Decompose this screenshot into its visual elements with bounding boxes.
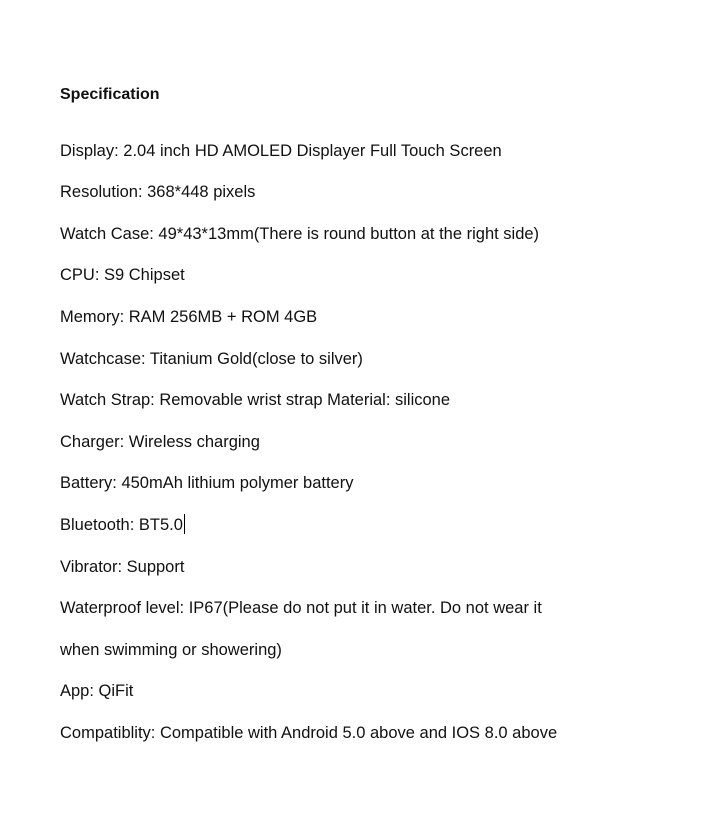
spec-line-watch-case: Watch Case: 49*43*13mm(There is round button at the right side): [60, 225, 540, 243]
spec-line-battery: Battery: 450mAh lithium polymer battery: [60, 474, 354, 492]
spec-line-bluetooth: Bluetooth: BT5.0: [60, 516, 183, 534]
spec-line-bluetooth-wrap[interactable]: [60, 514, 185, 536]
spec-line-charger: Charger: Wireless charging: [60, 433, 260, 451]
spec-line-watchcase: Watchcase: Titanium Gold(close to silver): [60, 350, 363, 368]
text-cursor: [184, 514, 186, 534]
spec-line-waterproof-cont: when swimming or showering): [60, 641, 282, 659]
page-title: Specification: [60, 86, 160, 103]
spec-line-display: Display: 2.04 inch HD AMOLED Displayer Full Touch Screen: [60, 142, 502, 160]
spec-line-app: App: QiFit: [60, 682, 134, 700]
spec-line-compatibility: Compatiblity: Compatible with Android 5.0 above and IOS 8.0 above: [60, 724, 558, 742]
spec-line-watch-strap: Watch Strap: Removable wrist strap Material: silicone: [60, 391, 451, 409]
spec-line-vibrator: Vibrator: Support: [60, 558, 185, 576]
spec-line-cpu: CPU: S9 Chipset: [60, 266, 185, 284]
spec-line-waterproof: Waterproof level: IP67(Please do not put it in water. Do not wear it: [60, 599, 542, 617]
spec-line-resolution: Resolution: 368*448 pixels: [60, 183, 256, 201]
spec-line-memory: Memory: RAM 256MB + ROM 4GB: [60, 308, 318, 326]
